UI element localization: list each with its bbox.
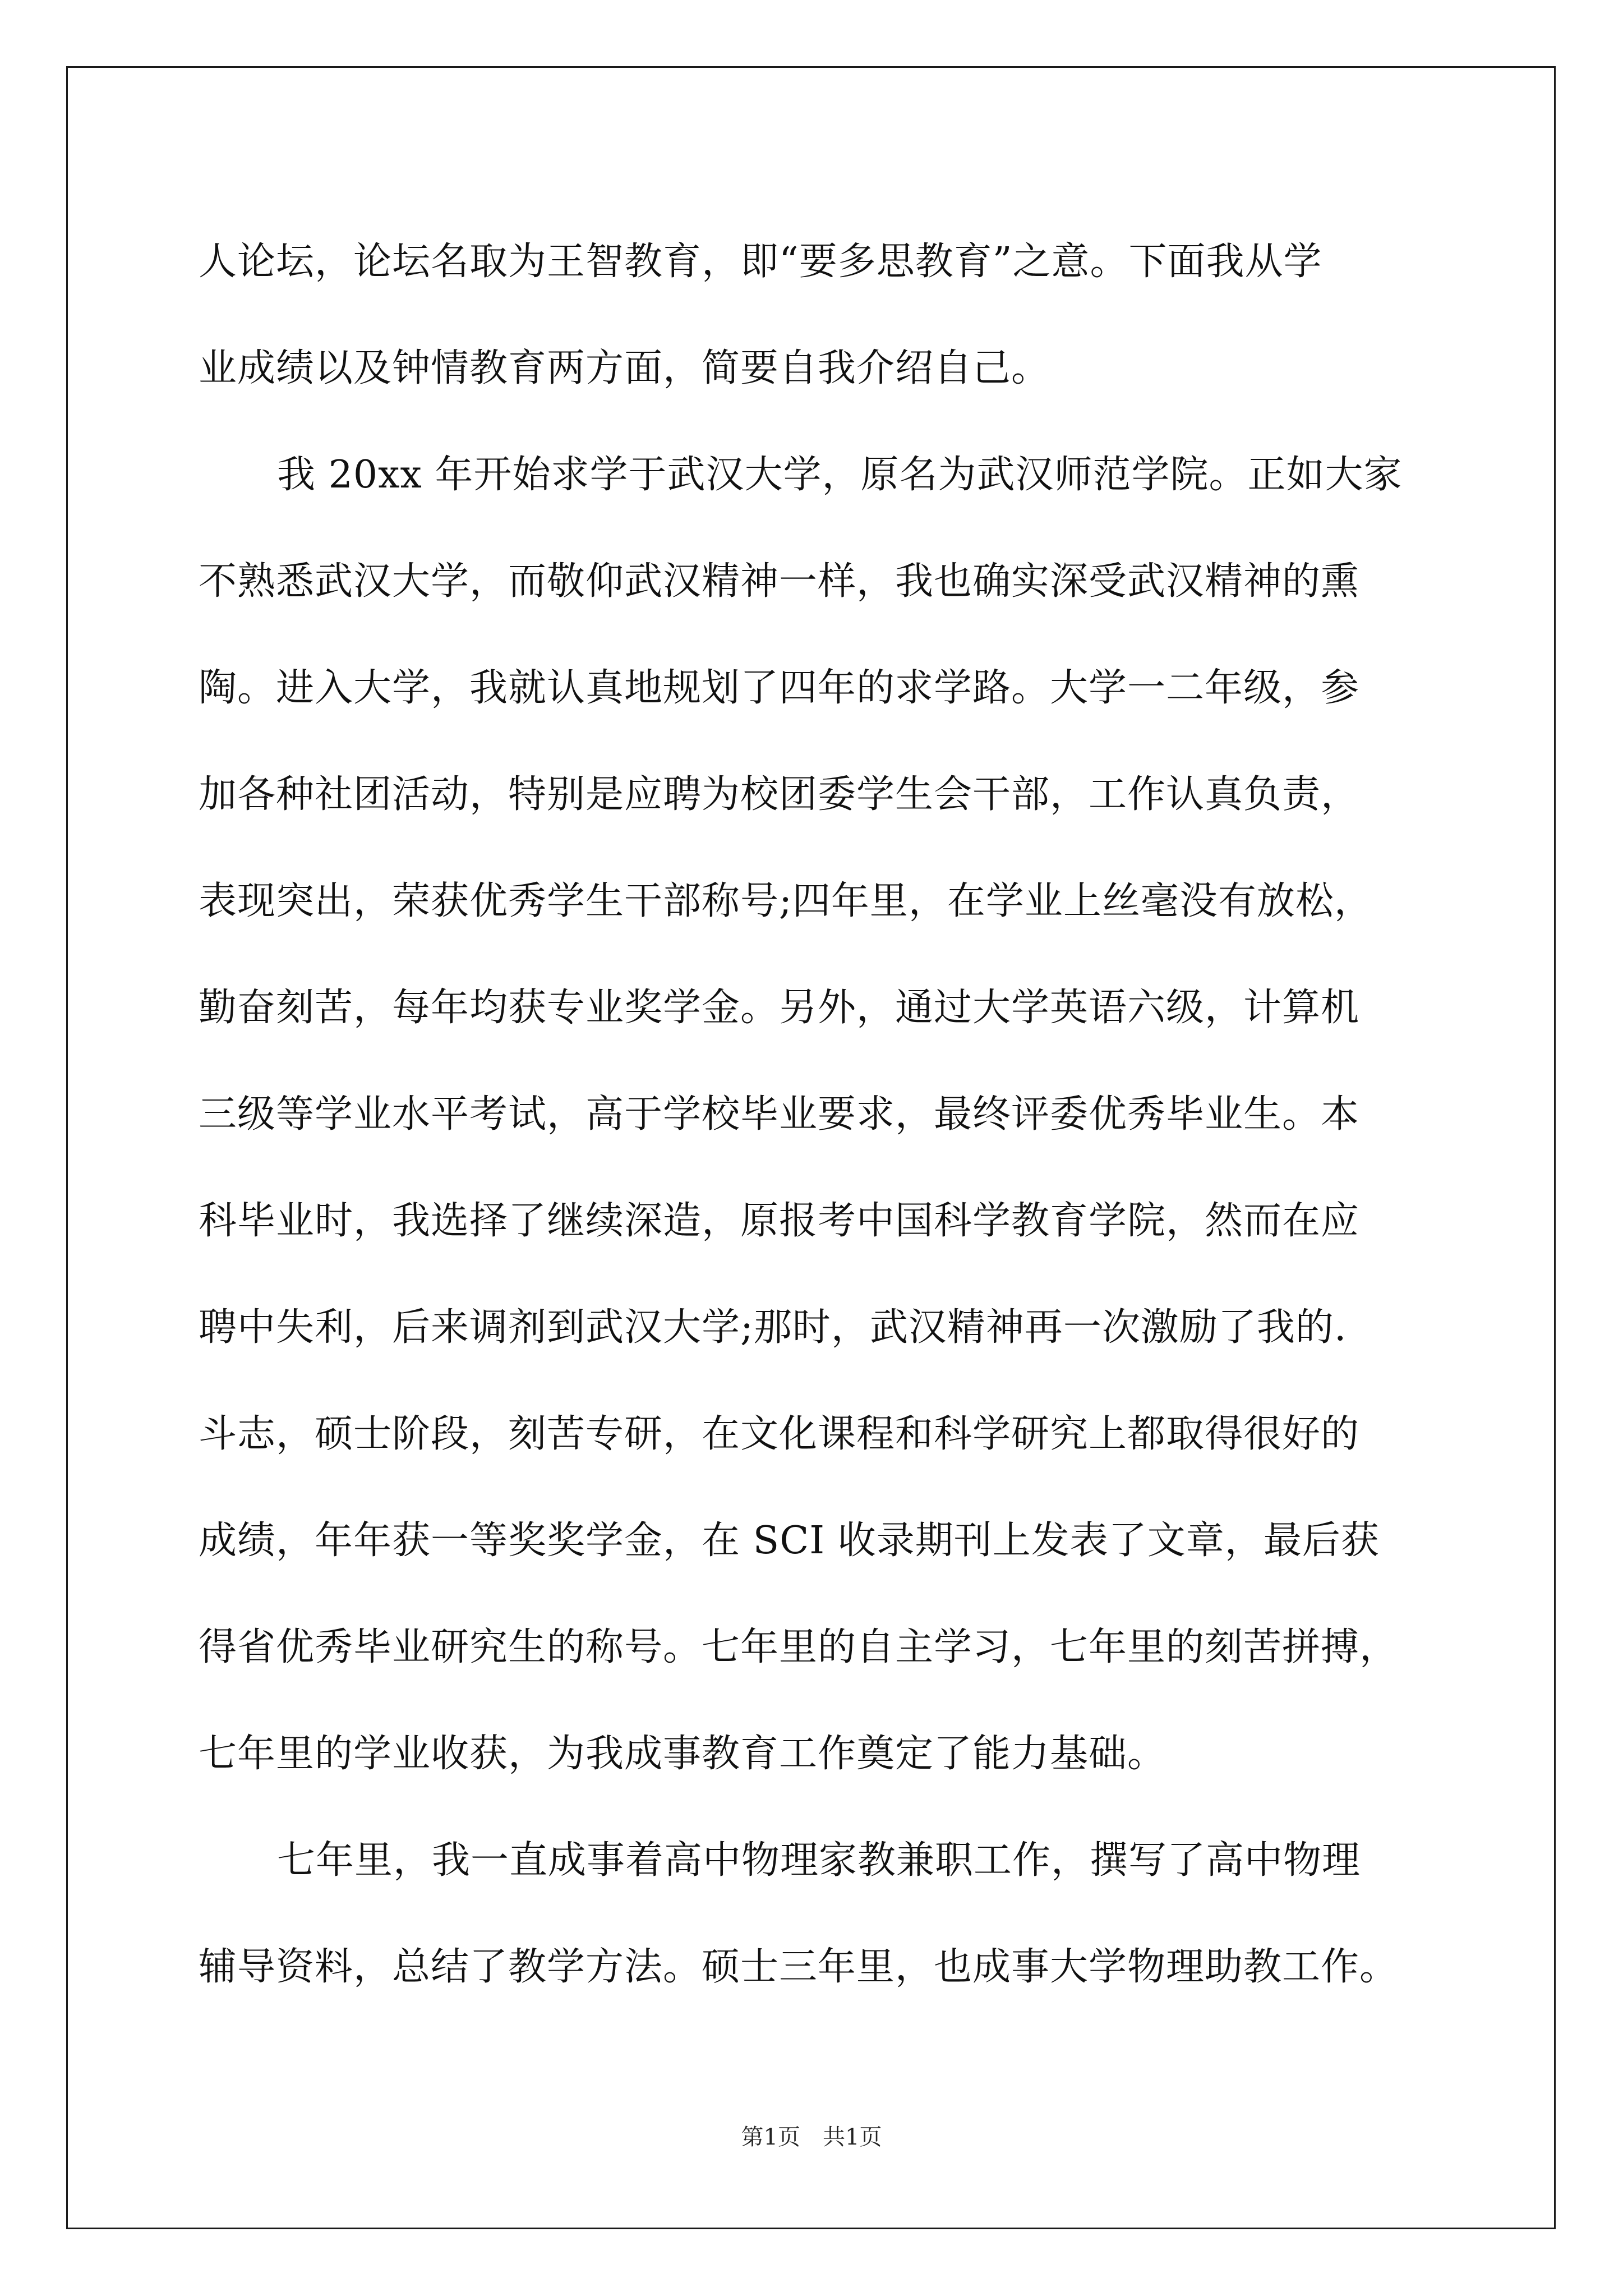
paragraph-start-line: 七年里，我一直成事着高中物理家教兼职工作，撰写了高中物理 [277,1838,1361,1883]
text-line: 成绩，年年获一等奖奖学金，在 SCI 收录期刊上发表了文章，最后获 [199,1519,1380,1563]
paragraph-start-line: 我 20xx 年开始求学于武汉大学，原名为武汉师范学院。正如大家 [277,453,1403,497]
text-line: 得省优秀毕业研究生的称号。七年里的自主学习，七年里的刻苦拼搏， [199,1625,1399,1669]
text-line: 加各种社团活动，特别是应聘为校团委学生会干部，工作认真负责， [199,772,1360,817]
text-line: 辅导资料，总结了教学方法。硕士三年里，也成事大学物理助教工作。 [199,1945,1399,1989]
text-line: 三级等学业水平考试，高于学校毕业要求，最终评委优秀毕业生。本 [199,1092,1360,1137]
text-line: 表现突出，荣获优秀学生干部称号;四年里，在学业上丝毫没有放松， [199,879,1373,923]
text-line: 陶。进入大学，我就认真地规划了四年的求学路。大学一二年级，参 [199,666,1360,710]
text-line: 七年里的学业收获，为我成事教育工作奠定了能力基础。 [199,1732,1166,1776]
text-line: 斗志，硕士阶段，刻苦专研，在文化课程和科学研究上都取得很好的 [199,1412,1360,1456]
text-line: 人论坛，论坛名取为王智教育，即“要多思教育”之意。下面我从学 [199,240,1322,284]
text-line: 勤奋刻苦，每年均获专业奖学金。另外，通过大学英语六级，计算机 [199,986,1360,1030]
text-line: 不熟悉武汉大学，而敬仰武汉精神一样，我也确实深受武汉精神的熏 [199,559,1360,604]
text-line: 聘中失利，后来调剂到武汉大学;那时，武汉精神再一次激励了我的. [199,1305,1347,1350]
page-footer: 第1页 共1页 [741,2124,882,2150]
text-line: 科毕业时，我选择了继续深造，原报考中国科学教育学院，然而在应 [199,1199,1360,1243]
document-body [199,209,1419,2021]
text-line: 业成绩以及钟情教育两方面，简要自我介绍自己。 [199,346,1050,390]
